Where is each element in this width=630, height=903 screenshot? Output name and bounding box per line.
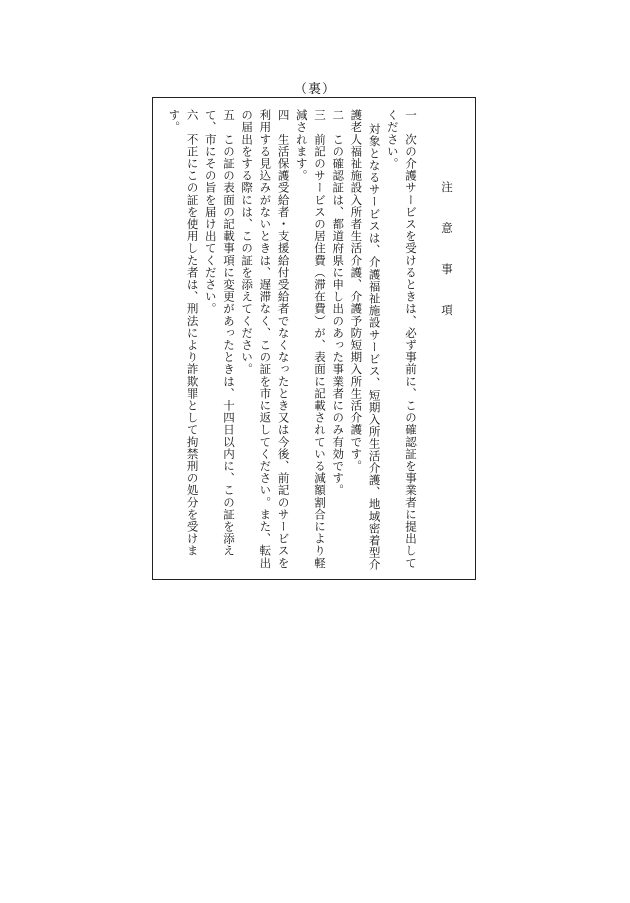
- notice-item-6: [165, 109, 201, 571]
- item-number: 二: [331, 109, 346, 122]
- notice-item-3: [293, 109, 329, 571]
- notice-item-1: [384, 109, 420, 571]
- page-label: （裏）: [293, 82, 336, 97]
- notice-item-1-sub: 対象となるサービスは、介護福祉施設サービス、短期入所生活介護、地域密着型介護老人福祉施設入所者生活介護、介護予防短期入所生活介護です。: [349, 109, 382, 571]
- item-number: 一: [404, 109, 418, 122]
- item-number: 四: [276, 109, 291, 122]
- item-text: 次の介護サービスを受けるときは、必ず事前に、この確認証を事業者に提出してください。: [385, 109, 418, 569]
- notice-item-4: [238, 109, 293, 571]
- item-text: この確認証は、都道府県に申し出のあった事業者にのみ有効です。: [331, 133, 346, 497]
- item-text: 前記のサービスの居住費（滞在費）が、表面に記載されている減額割合により軽減されます。: [294, 109, 327, 569]
- notice-item-5: [202, 109, 238, 571]
- notice-card: [152, 97, 476, 580]
- item-text: 生活保護受給者・支援給付受給者でなくなったとき又は今後、前記のサービスを利用する見込みがないときは、遅滞なく、この証を市に返してください。また、転出の届出をする際には、この証を添えてください。: [240, 109, 291, 569]
- item-number: 三: [312, 109, 327, 122]
- notice-items: [165, 109, 420, 571]
- item-text: 不正にこの証を使用した者は、刑法により詐欺罪として拘禁刑の処分を受けます。: [167, 109, 200, 557]
- item-text: この証の表面の記載事項に変更があったときは、十四日以内に、この証を添えて、市にその旨を届け出てください。: [203, 109, 236, 557]
- notice-item-2: [329, 109, 347, 571]
- notice-heading: 注 意 事 項: [440, 181, 454, 325]
- item-number: 五: [221, 109, 236, 122]
- item-number: 六: [185, 109, 200, 122]
